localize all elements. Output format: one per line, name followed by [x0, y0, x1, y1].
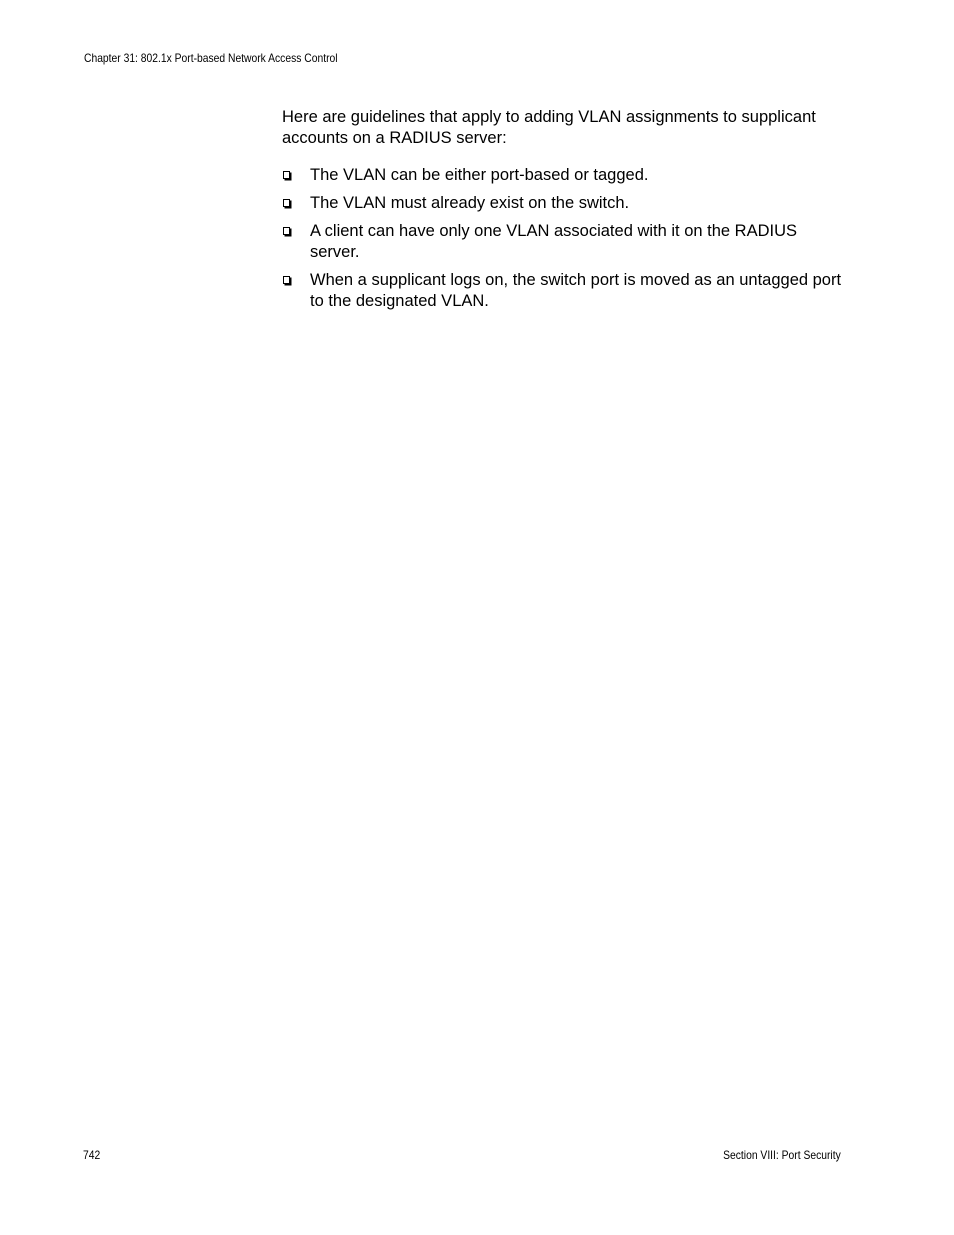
intro-paragraph: Here are guidelines that apply to adding VLAN assignments to supplicant accounts on a RADIUS server:	[282, 108, 816, 147]
hollow-square-icon	[283, 171, 290, 179]
list-item-text: A client can have only one VLAN associated with it on the RADIUS server.	[310, 222, 798, 261]
hollow-square-icon	[283, 199, 290, 207]
guidelines-list	[282, 165, 844, 312]
list-item	[282, 165, 844, 186]
list-item-text: The VLAN must already exist on the switch.	[310, 194, 630, 212]
section-title: Section VIII: Port Security	[723, 1148, 841, 1162]
list-item	[282, 221, 844, 263]
page-number: 742	[83, 1148, 101, 1162]
hollow-square-icon	[283, 227, 290, 235]
running-header: Chapter 31: 802.1x Port-based Network Access Control	[84, 51, 338, 65]
list-item	[282, 270, 844, 312]
list-item	[282, 193, 844, 214]
guidelines-section	[282, 107, 844, 319]
list-item-text: When a supplicant logs on, the switch port is moved as an untagged port to the designated VLAN.	[310, 271, 842, 310]
hollow-square-icon	[283, 276, 290, 284]
list-item-text: The VLAN can be either port-based or tagged.	[310, 166, 649, 184]
